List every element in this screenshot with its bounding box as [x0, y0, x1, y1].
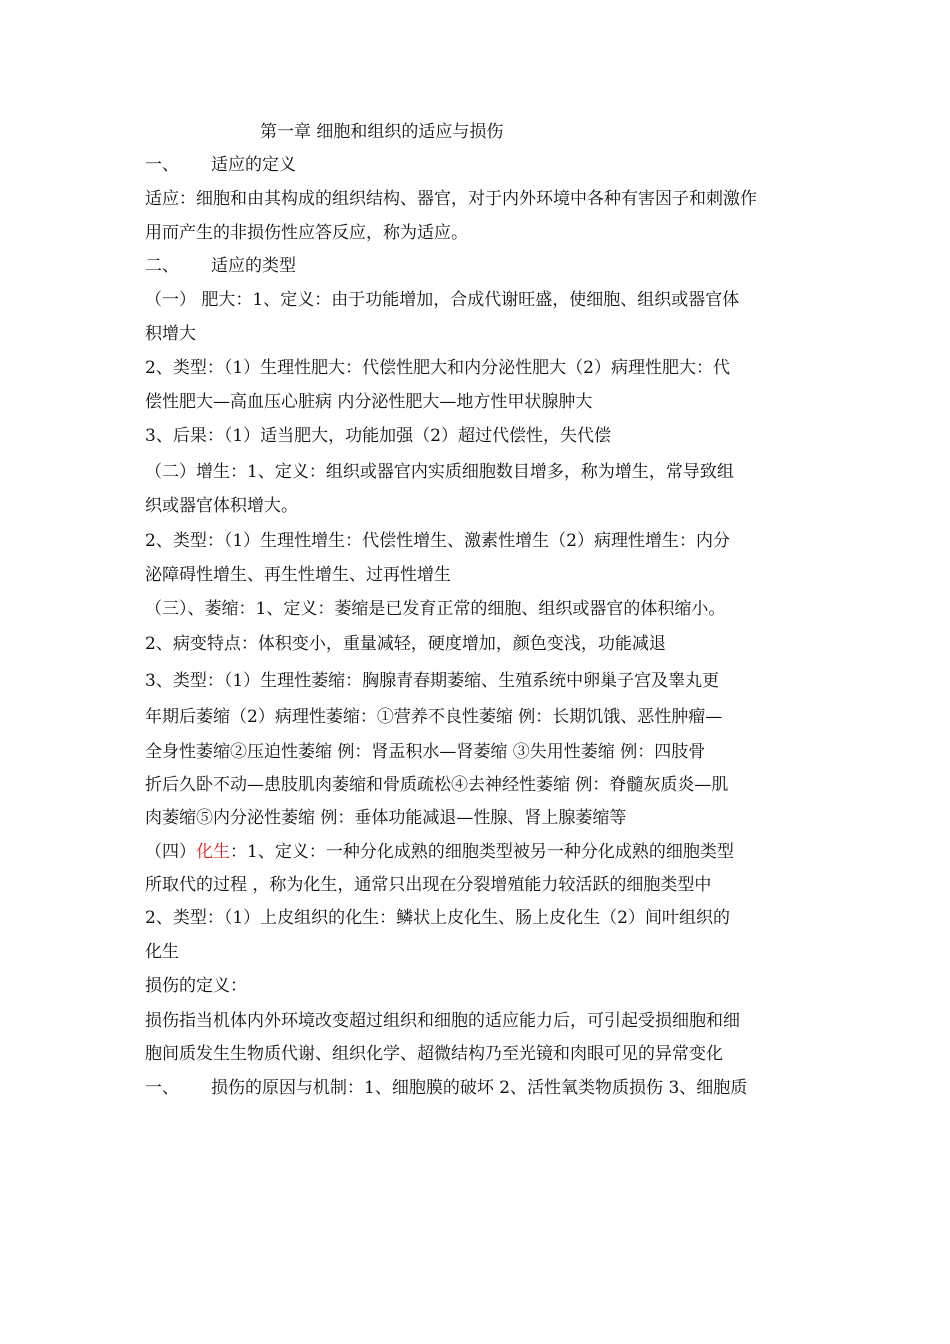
heading-adaptation-definition [145, 154, 296, 176]
text-line: 全身性萎缩②压迫性萎缩 例：肾盂积水—肾萎缩 ③失用性萎缩 例：四肢骨 [145, 742, 706, 762]
text-line: 积增大 [145, 324, 196, 344]
text-line: 折后久卧不动—患肢肌肉萎缩和骨质疏松④去神经性萎缩 例：脊髓灰质炎—肌 [145, 775, 729, 795]
heading-number: 一、 [145, 1078, 179, 1098]
text-line: 织或器官体积增大。 [145, 496, 298, 516]
section-prefix: （四） [145, 842, 196, 862]
text-line: 3、后果：（1）适当肥大，功能加强（2）超过代偿性，失代偿 [145, 426, 611, 446]
text-line: 损伤指当机体内外环境改变超过组织和细胞的适应能力后，可引起受损细胞和细 [145, 1011, 740, 1031]
text-line: 所取代的过程 ，称为化生，通常只出现在分裂增殖能力较活跃的细胞类型中 [145, 875, 712, 895]
text-line: 3、类型：（1）生理性萎缩：胸腺青春期萎缩、生殖系统中卵巢子宫及睾丸更 [145, 671, 720, 691]
text-line: 偿性肥大—高血压心脏病 内分泌性肥大—地方性甲状腺肿大 [145, 392, 593, 412]
text-line: 适应：细胞和由其构成的组织结构、器官，对于内外环境中各种有害因子和刺激作 [145, 189, 757, 209]
text-line: 损伤的定义： [145, 976, 247, 996]
heading-number: 一、 [145, 155, 179, 175]
metaplasia-keyword: 化生 [196, 842, 230, 862]
heading-adaptation-types [145, 255, 296, 277]
text-line: 化生 [145, 942, 179, 962]
text-line: 胞间质发生生物质代谢、组织化学、超微结构乃至光镜和肉眼可见的异常变化 [145, 1044, 723, 1064]
heading-text: 适应的定义 [211, 155, 296, 175]
text-line: 用而产生的非损伤性应答反应，称为适应。 [145, 223, 468, 243]
text-line: 2、病变特点：体积变小，重量减轻，硬度增加，颜色变浅，功能减退 [145, 634, 666, 654]
definition-text: ：1、定义：一种分化成熟的细胞类型被另一种分化成熟的细胞类型 [230, 842, 734, 862]
text-line: 泌障碍性增生、再生性增生、过再性增生 [145, 565, 451, 585]
text-line: （一） 肥大：1、定义：由于功能增加，合成代谢旺盛，使细胞、组织或器官体 [145, 290, 740, 310]
text-line: 年期后萎缩（2）病理性萎缩：①营养不良性萎缩 例：长期饥饿、恶性肿瘤— [145, 707, 723, 727]
text-line: （三）、萎缩：1、定义：萎缩是已发育正常的细胞、组织或器官的体积缩小。 [145, 599, 726, 619]
text-line: 2、类型：（1）上皮组织的化生：鳞状上皮化生、肠上皮化生（2）间叶组织的 [145, 908, 730, 928]
text-line: 肉萎缩⑤内分泌性萎缩 例：垂体功能减退—性腺、肾上腺萎缩等 [145, 808, 627, 828]
heading-injury-causes [145, 1077, 747, 1099]
text-line: （二）增生：1、定义：组织或器官内实质细胞数目增多，称为增生，常导致组 [145, 462, 734, 482]
heading-text: 损伤的原因与机制：1、细胞膜的破坏 2、活性氧类物质损伤 3、细胞质 [211, 1078, 748, 1098]
heading-number: 二、 [145, 256, 179, 276]
metaplasia-definition-line [145, 841, 734, 863]
heading-text: 适应的类型 [211, 256, 296, 276]
text-line: 2、类型：（1）生理性增生：代偿性增生、激素性增生（2）病理性增生：内分 [145, 531, 730, 551]
chapter-title: 第一章 细胞和组织的适应与损伤 [260, 122, 504, 142]
text-line: 2、类型：（1）生理性肥大：代偿性肥大和内分泌性肥大（2）病理性肥大：代 [145, 358, 730, 378]
